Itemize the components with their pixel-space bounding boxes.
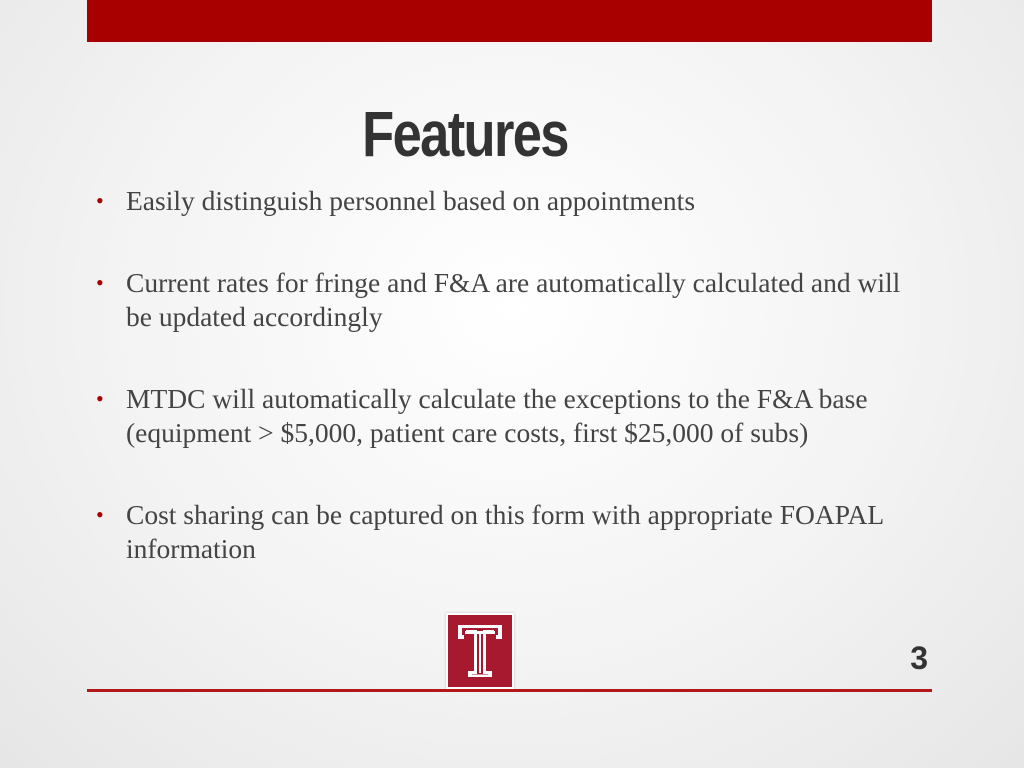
bullet-text: Cost sharing can be captured on this form with appropriate FOAPAL information: [126, 499, 884, 564]
bullet-marker: •: [96, 386, 104, 411]
slide-title: Features: [362, 98, 568, 170]
temple-t-logo-icon: [446, 613, 514, 689]
bullet-item: [96, 184, 916, 218]
top-accent-bar: [87, 0, 932, 42]
bullet-text: MTDC will automatically calculate the exceptions to the F&A base (equipment > $5,000, patient care costs, first $25,000 of subs): [126, 383, 868, 448]
bottom-divider: [87, 689, 932, 692]
bullet-marker: •: [96, 188, 104, 213]
bullet-item: [96, 266, 916, 334]
bullet-item: [96, 382, 916, 450]
bullet-text: Easily distinguish personnel based on appointments: [126, 185, 696, 216]
bullet-marker: •: [96, 270, 104, 295]
bullet-text: Current rates for fringe and F&A are automatically calculated and will be updated accordingly: [126, 267, 901, 332]
bullet-item: [96, 498, 916, 566]
page-number: 3: [910, 640, 928, 676]
bullet-list: [96, 184, 916, 566]
bullet-marker: •: [96, 502, 104, 527]
